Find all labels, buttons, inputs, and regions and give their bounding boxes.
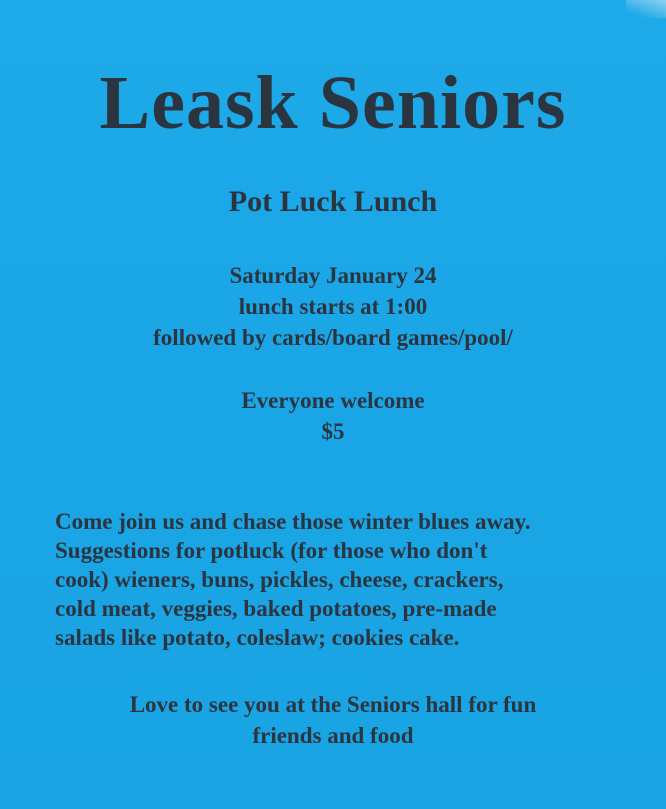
description-line: cold meat, veggies, baked potatoes, pre-made bbox=[55, 596, 497, 621]
price-text: $5 bbox=[321, 419, 345, 444]
description-line: Suggestions for potluck (for those who don't bbox=[55, 538, 488, 563]
welcome-text: Everyone welcome bbox=[241, 388, 425, 413]
folded-corner bbox=[626, 0, 666, 18]
description-line: cook) wieners, buns, pickles, cheese, crackers, bbox=[55, 567, 504, 592]
description-paragraph bbox=[55, 507, 655, 652]
poster-title: Leask Seniors bbox=[99, 61, 567, 145]
description-line: salads like potato, coleslaw; cookies cake. bbox=[55, 625, 460, 650]
welcome-block bbox=[0, 385, 666, 447]
event-name: Pot Luck Lunch bbox=[228, 185, 438, 218]
closing-line: friends and food bbox=[252, 723, 414, 748]
closing-line: Love to see you at the Seniors hall for fun bbox=[129, 692, 537, 717]
description-line: Come join us and chase those winter blues away. bbox=[55, 509, 531, 534]
event-date: Saturday January 24 bbox=[229, 263, 437, 288]
closing-message bbox=[0, 689, 666, 751]
event-time: lunch starts at 1:00 bbox=[238, 294, 428, 319]
event-details bbox=[0, 260, 666, 353]
event-activities: followed by cards/board games/pool/ bbox=[153, 325, 513, 350]
